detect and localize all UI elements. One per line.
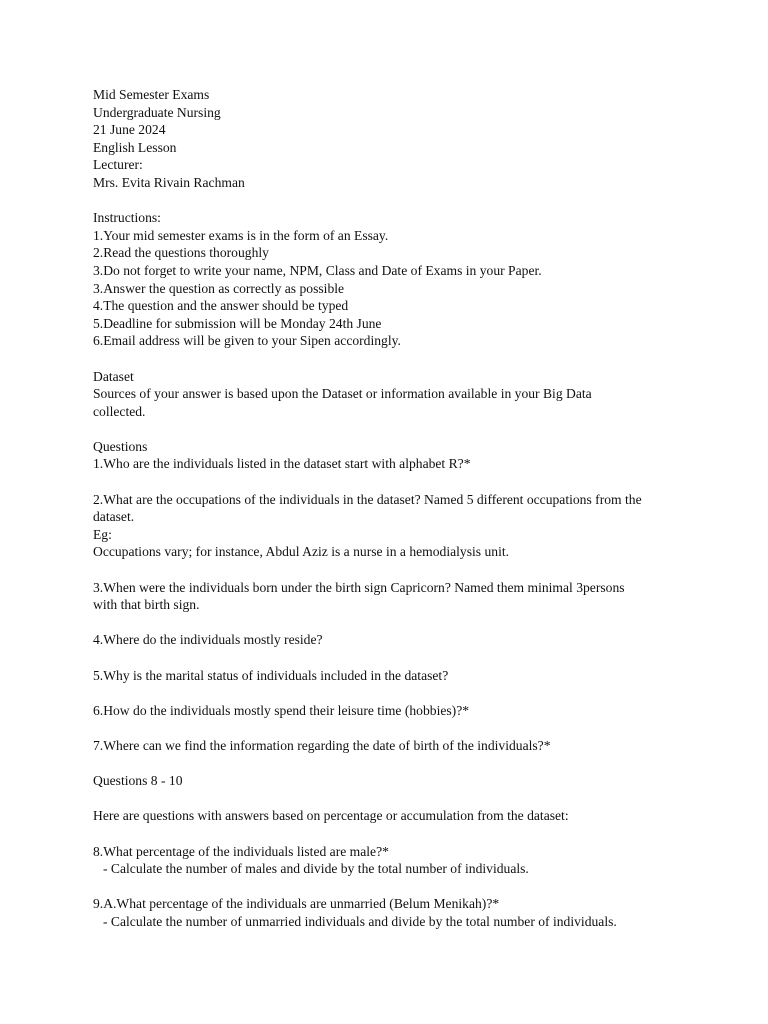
questions-8-10-heading: Questions 8 - 10: [93, 773, 183, 789]
question-5: 5.Why is the marital status of individuals included in the dataset?: [93, 667, 449, 683]
spacer: [93, 350, 693, 368]
question-9a-hint: - Calculate the number of unmarried individuals and divide by the total number of individuals.: [103, 913, 617, 929]
instruction-item: 3.Answer the question as correctly as possible: [93, 280, 345, 296]
questions-heading: Questions: [93, 438, 148, 454]
spacer: [93, 614, 693, 632]
question-9a: 9.A.What percentage of the individuals are unmarried (Belum Menikah)?*: [93, 896, 500, 912]
spacer: [93, 561, 693, 579]
spacer: [93, 825, 693, 843]
spacer: [93, 684, 693, 702]
question-6: 6.How do the individuals mostly spend their leisure time (hobbies)?*: [93, 702, 470, 718]
spacer: [93, 755, 693, 773]
spacer: [93, 473, 693, 491]
exam-date: 21 June 2024: [93, 122, 166, 138]
exam-title: Mid Semester Exams: [93, 87, 210, 102]
instruction-item: 4.The question and the answer should be typed: [93, 298, 349, 314]
dataset-text: collected.: [93, 403, 146, 419]
instruction-item: 3.Do not forget to write your name, NPM, Class and Date of Exams in your Paper.: [93, 262, 542, 278]
question-2: 2.What are the occupations of the individuals in the dataset? Named 5 different occupations from the: [93, 491, 642, 507]
example-label: Eg:: [93, 526, 112, 542]
question-4: 4.Where do the individuals mostly reside?: [93, 632, 323, 648]
course-name: English Lesson: [93, 139, 177, 155]
spacer: [93, 790, 693, 808]
instruction-item: 2.Read the questions thoroughly: [93, 245, 269, 261]
questions-8-10-intro: Here are questions with answers based on percentage or accumulation from the dataset:: [93, 808, 569, 824]
spacer: [93, 649, 693, 667]
dataset-heading: Dataset: [93, 368, 134, 384]
spacer: [93, 719, 693, 737]
question-1: 1.Who are the individuals listed in the dataset start with alphabet R?*: [93, 456, 471, 472]
spacer: [93, 192, 693, 210]
lecturer-name: Mrs. Evita Rivain Rachman: [93, 174, 245, 190]
instruction-item: 5.Deadline for submission will be Monday 24th June: [93, 315, 382, 331]
instruction-item: 1.Your mid semester exams is in the form of an Essay.: [93, 227, 389, 243]
exam-document: [93, 86, 693, 931]
question-8: 8.What percentage of the individuals listed are male?*: [93, 843, 389, 859]
example-text: Occupations vary; for instance, Abdul Aziz is a nurse in a hemodialysis unit.: [93, 544, 510, 560]
dataset-text: Sources of your answer is based upon the Dataset or information available in your Big Data: [93, 386, 592, 402]
question-3-continued: with that birth sign.: [93, 597, 200, 613]
instructions-heading: Instructions:: [93, 210, 161, 226]
spacer: [93, 878, 693, 896]
lecturer-label: Lecturer:: [93, 157, 143, 173]
instruction-item: 6.Email address will be given to your Sipen accordingly.: [93, 333, 401, 349]
question-3: 3.When were the individuals born under the birth sign Capricorn? Named them minimal 3persons: [93, 579, 625, 595]
question-8-hint: - Calculate the number of males and divide by the total number of individuals.: [103, 861, 529, 877]
question-7: 7.Where can we find the information regarding the date of birth of the individuals?*: [93, 737, 551, 753]
program-name: Undergraduate Nursing: [93, 104, 221, 120]
question-2-continued: dataset.: [93, 509, 135, 525]
spacer: [93, 420, 693, 438]
